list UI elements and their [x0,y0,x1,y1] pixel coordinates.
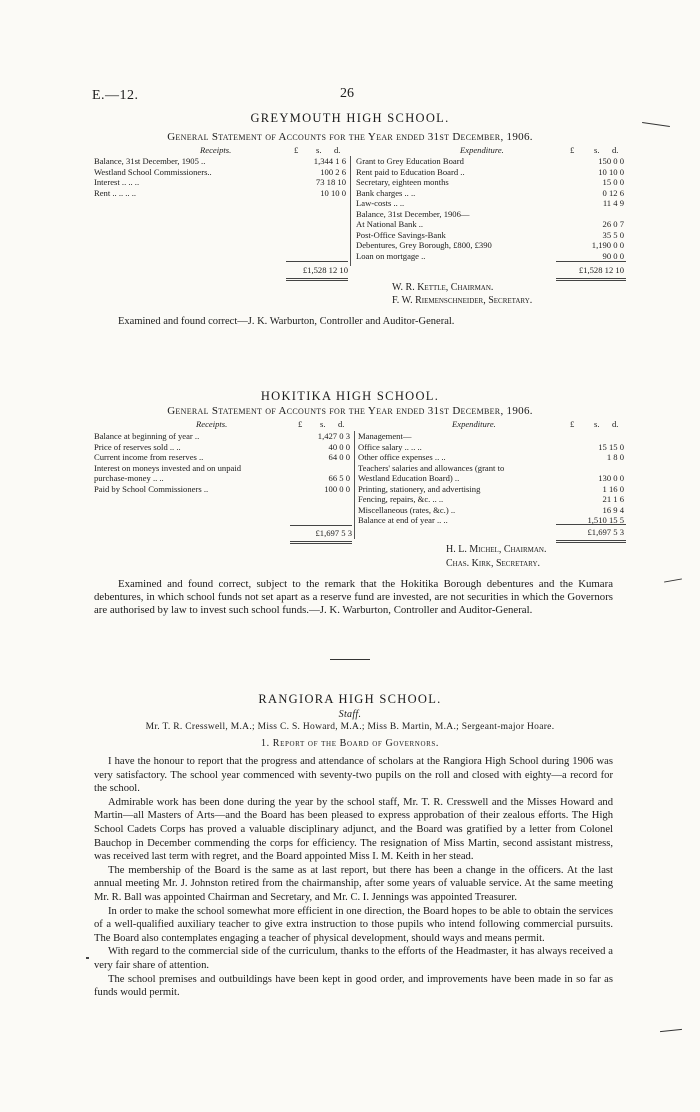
hokitika-expenditure-total: £1,697 5 3 [587,527,624,537]
greymouth-subtitle: General Statement of Accounts for the Year ended 31st December, 1906. [167,131,533,143]
hokitika-expenditure-list [358,431,624,526]
rangiora-paragraph: With regard to the commercial side of the curriculum, thanks to the efforts of the Headmaster, it has always received a very fair share of attention. [94,946,613,971]
ledger-label: Interest on moneys invested and on unpaid [94,462,242,473]
ledger-row [94,484,350,495]
ledger-amount: 1 8 0 [606,452,624,462]
greymouth-receipts-total: £1,528 12 10 [302,265,348,275]
ledger-label: Grant to Grey Education Board [356,156,464,166]
ledger-amount: 66 5 0 [328,473,350,483]
ledger-amount: 26 0 7 [602,219,624,229]
ledger-row [94,442,350,453]
ledger-row [356,251,624,262]
ledger-label: Rent paid to Education Board .. [356,166,465,177]
margin-mark-3 [660,1029,682,1032]
ledger-label: Debentures, Grey Borough, £800, £390 [356,240,492,250]
greymouth-expenditure-rule [556,261,626,262]
greymouth-receipts-list [94,156,346,198]
ledger-label: Rent .. .. .. .. [94,187,137,198]
ledger-row [356,177,624,188]
ledger-row [94,177,346,188]
ledger-amount: 1,427 0 3 [317,431,350,441]
rangiora-paragraph: I have the honour to report that the progress and attendance of scholars at the Rangiora High School during 1906 was very satisfactory. The school year commenced with seventy-two pupils on the roll and closed with eighty—a record for the school. [94,756,613,795]
ledger-label: Bank charges .. .. [356,187,416,198]
ledger-row [94,473,350,484]
rangiora-paragraph: The membership of the Board is the same as at last report, but there has been a change in the officers. At the last annual meeting Mr. J. Johnston retired from the chairmanship, after some years of valuable service. At the same meeting Mr. R. Ball was appointed Chairman and Secretary, and Mr. C. I. Jennings was appointed Treasurer. [94,864,613,903]
rangiora-paragraph: In order to make the school somewhat more efficient in one direction, the Board hopes to be able to obtain the services of a well-qualified auxiliary teacher to give extra instruction to those pupils who intend following commercial pursuits. The Board also contemplates engaging a teacher of physical development, should ways and means permit. [94,905,613,944]
ledger-amount: 0 12 6 [602,187,624,198]
ledger-label: Balance at end of year .. .. [358,515,448,525]
ledger-label: Printing, stationery, and advertising [358,483,481,494]
greymouth-receipts-rule-double1 [286,278,348,279]
greymouth-chairman-signature: W. R. Kettle, Chairman. [392,282,494,293]
rangiora-report-heading: 1. Report of the Board of Governors. [261,738,439,749]
document-reference: E.—12. [92,88,139,103]
ledger-label: Westland School Commissioners.. [94,166,212,177]
ledger-row [94,452,350,463]
ledger-row [94,188,346,199]
ledger-row [356,230,624,241]
ledger-label: Loan on mortgage .. [356,250,426,261]
ledger-row [356,219,624,230]
ledger-amount: 73 18 10 [315,177,346,187]
hokitika-title: HOKITIKA HIGH SCHOOL. [260,389,440,403]
ledger-label: Teachers' salaries and allowances (grant to [358,462,505,473]
ledger-label: Interest .. .. .. [94,177,140,187]
ledger-label: Management— [358,431,412,441]
ledger-label: Paid by School Commissioners .. [94,483,209,494]
ledger-row [356,156,624,167]
hokitika-receipts-rule-double1 [290,541,352,542]
ledger-label: purchase-money .. .. [94,473,164,483]
ledger-amount: 1,510 15 5 [587,515,624,525]
greymouth-column-divider [350,156,351,266]
rangiora-paragraph: The school premises and outbuildings have been kept in good order, and improvements have been made in so far as funds would permit. [94,973,613,999]
ledger-amount: 40 0 0 [328,441,350,452]
ledger-label: Miscellaneous (rates, &c.) .. [358,504,456,515]
ledger-label: Other office expenses .. .. [358,452,446,462]
ledger-row [94,431,350,442]
greymouth-audit-note: Examined and found correct—J. K. Warburton, Controller and Auditor-General. [118,316,455,327]
ledger-amount: 15 0 0 [602,177,624,187]
greymouth-expenditure-rule-double1 [556,278,626,279]
greymouth-receipts-rule-double2 [286,280,348,281]
ledger-label: Balance, 31st December, 1905 .. [94,156,206,166]
greymouth-expenditure-list [356,156,624,261]
hokitika-audit-note: Examined and found correct, subject to the remark that the Hokitika Borough debentures and the Kumara debentures, in which school funds not set apart as a reserve fund are invested, are not securities in which the Governors are authorised by law to invest such school funds.—J. K. Warburton, Controller and Auditor-General. [94,578,613,616]
hokitika-expenditure-rule-double1 [556,540,626,541]
ledger-row [356,188,624,199]
ledger-label: Post-Office Savings-Bank [356,229,446,240]
hokitika-receipts-rule-double2 [290,543,352,544]
ledger-amount: 100 0 0 [324,483,350,494]
ledger-amount: 21 1 6 [602,494,624,504]
hokitika-receipts-heading: Receipts. [196,419,228,429]
ledger-label: Balance at beginning of year .. [94,431,200,441]
ledger-amount: 90 0 0 [602,250,624,261]
ledger-label: Office salary .. .. .. [358,441,422,452]
ledger-amount: 1,190 0 0 [591,240,624,250]
ledger-amount: 64 0 0 [328,452,350,462]
rangiora-title: RANGIORA HIGH SCHOOL. [258,692,442,706]
greymouth-title: GREYMOUTH HIGH SCHOOL. [250,111,450,125]
ledger-row [358,442,624,453]
greymouth-expenditure-heading: Expenditure. [460,145,504,155]
ledger-amount: 150 0 0 [598,156,624,166]
greymouth-secretary-signature: F. W. Riemenschneider, Secretary. [392,295,533,306]
ledger-row [94,156,346,167]
hokitika-expenditure-rule [556,524,626,525]
hokitika-receipts-total: £1,697 5 3 [315,528,352,538]
ledger-label: At National Bank .. [356,219,424,229]
section-divider [330,659,370,660]
hokitika-secretary-signature: Chas. Kirk, Secretary. [446,558,541,569]
ledger-amount: 15 15 0 [598,441,624,452]
ledger-amount: 10 10 0 [598,166,624,177]
ledger-row [358,473,624,484]
ledger-row [358,431,624,442]
hokitika-chairman-signature: H. L. Michel, Chairman. [446,544,547,555]
hokitika-expenditure-heading: Expenditure. [452,419,496,429]
margin-dot [86,957,89,959]
margin-mark-2 [664,578,682,582]
ledger-row [358,494,624,505]
ledger-amount: 35 5 0 [602,229,624,240]
ledger-label: Secretary, eighteen months [356,177,449,187]
ledger-row [94,167,346,178]
ledger-amount: 1,344 1 6 [313,156,346,166]
ledger-row [358,463,624,474]
ledger-row [356,198,624,209]
rangiora-staff-list: Mr. T. R. Cresswell, M.A.; Miss C. S. Howard, M.A.; Miss B. Martin, M.A.; Sergeant-major Hoare. [145,722,555,732]
ledger-amount: 130 0 0 [598,473,624,483]
ledger-label: Law-costs .. .. [356,198,405,208]
ledger-label: Current income from reserves .. [94,452,204,462]
hokitika-expenditure-rule-double2 [556,542,626,543]
hokitika-subtitle: General Statement of Accounts for the Year ended 31st December, 1906. [167,405,533,417]
ledger-row [356,167,624,178]
ledger-amount: 10 10 0 [320,187,346,198]
ledger-row [358,452,624,463]
ledger-row [358,484,624,495]
greymouth-receipts-rule [286,261,348,262]
ledger-row [356,209,624,220]
ledger-label: Fencing, repairs, &c. .. .. [358,494,444,504]
hokitika-column-divider [354,431,355,539]
greymouth-receipts-heading: Receipts. [200,145,232,155]
rangiora-report-body [94,755,613,1000]
ledger-amount: 11 4 9 [602,198,624,208]
ledger-amount: 100 2 6 [320,166,346,177]
ledger-label: Price of reserves sold .. .. [94,441,181,452]
greymouth-expenditure-total: £1,528 12 10 [578,265,624,275]
ledger-row [356,240,624,251]
ledger-amount: 1 16 0 [602,483,624,494]
ledger-row [358,505,624,516]
ledger-amount: 16 9 4 [602,504,624,515]
rangiora-staff-heading: Staff. [338,709,362,720]
hokitika-receipts-rule [290,525,352,526]
ledger-label: Balance, 31st December, 1906— [356,208,470,219]
ledger-label: Westland Education Board) .. [358,473,460,483]
ledger-row [94,463,350,474]
rangiora-paragraph: Admirable work has been done during the year by the school staff, Mr. T. R. Cresswell and the Misses Howard and Martin—all Masters of Arts—and the Board has been pleased to express approbation of their zealous efforts. The High School Cadets Corps has proved a valuable disciplinary adjunct, and the Board was gratified by a letter from Colonel Bauchop in December commending the corps for efficiency. The resignation of Miss Martin, second assistant mistress, was received last term with regret, and the Board appointed Miss I. M. Keith in her stead. [94,796,613,863]
greymouth-expenditure-rule-double2 [556,280,626,281]
page-number: 26 [340,86,354,101]
hokitika-receipts-list [94,431,350,494]
